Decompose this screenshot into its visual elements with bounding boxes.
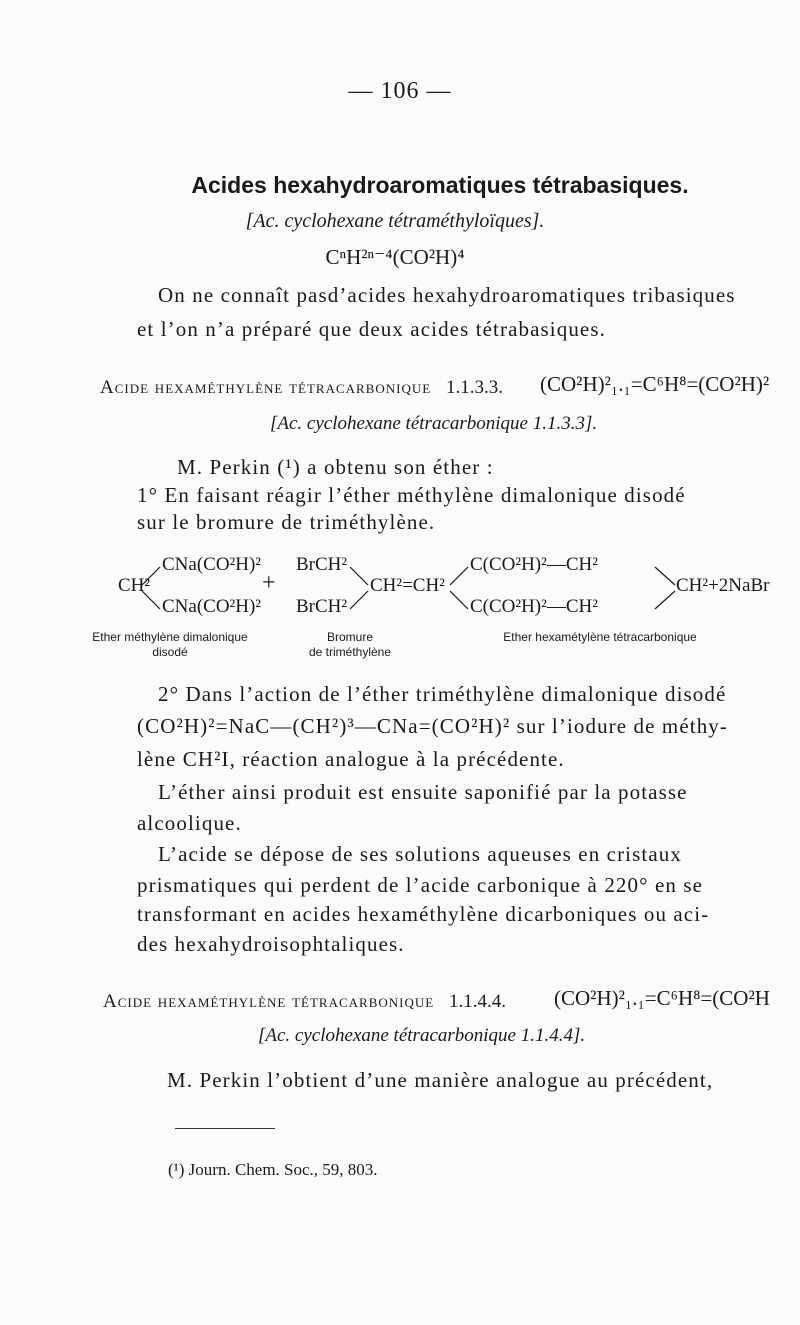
scheme-brch-top: BrCH² bbox=[296, 554, 348, 575]
subtitle: [Ac. cyclohexane tétraméthyloïques]. bbox=[245, 210, 545, 232]
scheme-caption-1a: Ether méthylène dimalonique bbox=[92, 630, 248, 644]
section1-step1-line-1: 1° En faisant réagir l’éther méthylène dimalonique disodé bbox=[137, 483, 686, 507]
step2-line: L’éther ainsi produit est ensuite saponifié par la potasse bbox=[158, 780, 688, 804]
section2-numbering: 1.1.4.4. bbox=[448, 991, 506, 1012]
scheme-caption-3: Ether hexamétylène tétracarbonique bbox=[503, 630, 697, 644]
scheme-brch-bottom: BrCH² bbox=[296, 596, 348, 617]
section1-heading: Acide hexaméthylène tétracarbonique bbox=[100, 377, 432, 398]
section1-heading-row bbox=[100, 377, 503, 399]
section2-formula: (CO²H)²₁.₁=C⁶H⁸=(CO²H bbox=[554, 986, 770, 1010]
section1-alt-name: [Ac. cyclohexane tétracarbonique 1.1.3.3]. bbox=[270, 413, 598, 434]
section2-perkin-line: M. Perkin l’obtient d’une manière analogue au précédent, bbox=[167, 1068, 714, 1092]
bond-line bbox=[350, 567, 368, 585]
step2-line: prismatiques qui perdent de l’acide carbonique à 220° en se bbox=[137, 873, 704, 897]
scheme-c-bottom: C(CO²H)²—CH² bbox=[470, 596, 598, 617]
bond-line bbox=[655, 591, 675, 609]
scheme-c-top: C(CO²H)²—CH² bbox=[470, 554, 598, 575]
general-formula: CⁿH²ⁿ⁻⁴(CO²H)⁴ bbox=[325, 245, 465, 269]
intro-line-2: et l’on n’a préparé que deux acides tétrabasiques. bbox=[137, 317, 606, 341]
step2-line: alcoolique. bbox=[137, 811, 242, 835]
section2-heading: Acide hexaméthylène tétracarbonique bbox=[103, 991, 435, 1012]
scheme-plus: + bbox=[262, 570, 276, 596]
scheme-caption-1b: disodé bbox=[152, 645, 188, 659]
section1-perkin-line: M. Perkin (¹) a obtenu son éther : bbox=[177, 455, 494, 479]
scheme-cna-bottom: CNa(CO²H)² bbox=[162, 596, 261, 617]
section1-numbering: 1.1.3.3. bbox=[445, 377, 503, 398]
page-title: Acides hexahydroaromatiques tétrabasiques. bbox=[191, 172, 689, 198]
bond-line bbox=[350, 591, 368, 609]
bond-line bbox=[450, 567, 468, 585]
section1-step1-line-2: sur le bromure de triméthylène. bbox=[137, 510, 436, 534]
scheme-left-ch2: CH² bbox=[118, 575, 151, 596]
step2-line: (CO²H)²=NaC—(CH²)³—CNa=(CO²H)² sur l’iodure de méthy- bbox=[137, 714, 729, 738]
scheme-cna-top: CNa(CO²H)² bbox=[162, 554, 261, 575]
bond-line bbox=[655, 567, 675, 585]
bond-line bbox=[450, 591, 468, 609]
section2-heading-row bbox=[103, 991, 506, 1013]
footnote: (¹) Journ. Chem. Soc., 59, 803. bbox=[168, 1160, 378, 1179]
footnote-divider bbox=[175, 1128, 275, 1129]
step2-line: lène CH²I, réaction analogue à la précédente. bbox=[137, 747, 565, 771]
section2-alt-name: [Ac. cyclohexane tétracarbonique 1.1.4.4]. bbox=[258, 1025, 586, 1046]
step2-line: 2° Dans l’action de l’éther triméthylène dimalonique disodé bbox=[158, 682, 727, 706]
section1-formula: (CO²H)²₁.₁=C⁶H⁸=(CO²H)² bbox=[540, 372, 770, 396]
page-number: — 106 — bbox=[348, 78, 452, 104]
intro-line-1: On ne connaît pasd’acides hexahydroaromatiques tribasiques bbox=[158, 283, 736, 307]
scheme-caption-2b: de triméthylène bbox=[308, 645, 392, 659]
step2-line: des hexahydroisophtaliques. bbox=[137, 932, 405, 956]
scheme-right-ch2: CH²+2NaBr bbox=[676, 575, 770, 596]
step2-line: transformant en acides hexaméthylène dicarboniques ou aci- bbox=[137, 902, 710, 926]
scheme-middle-ch2: CH²=CH² bbox=[370, 575, 445, 596]
scheme-caption-2a: Bromure bbox=[326, 630, 373, 644]
step2-line: L’acide se dépose de ses solutions aqueuses en cristaux bbox=[158, 842, 682, 866]
